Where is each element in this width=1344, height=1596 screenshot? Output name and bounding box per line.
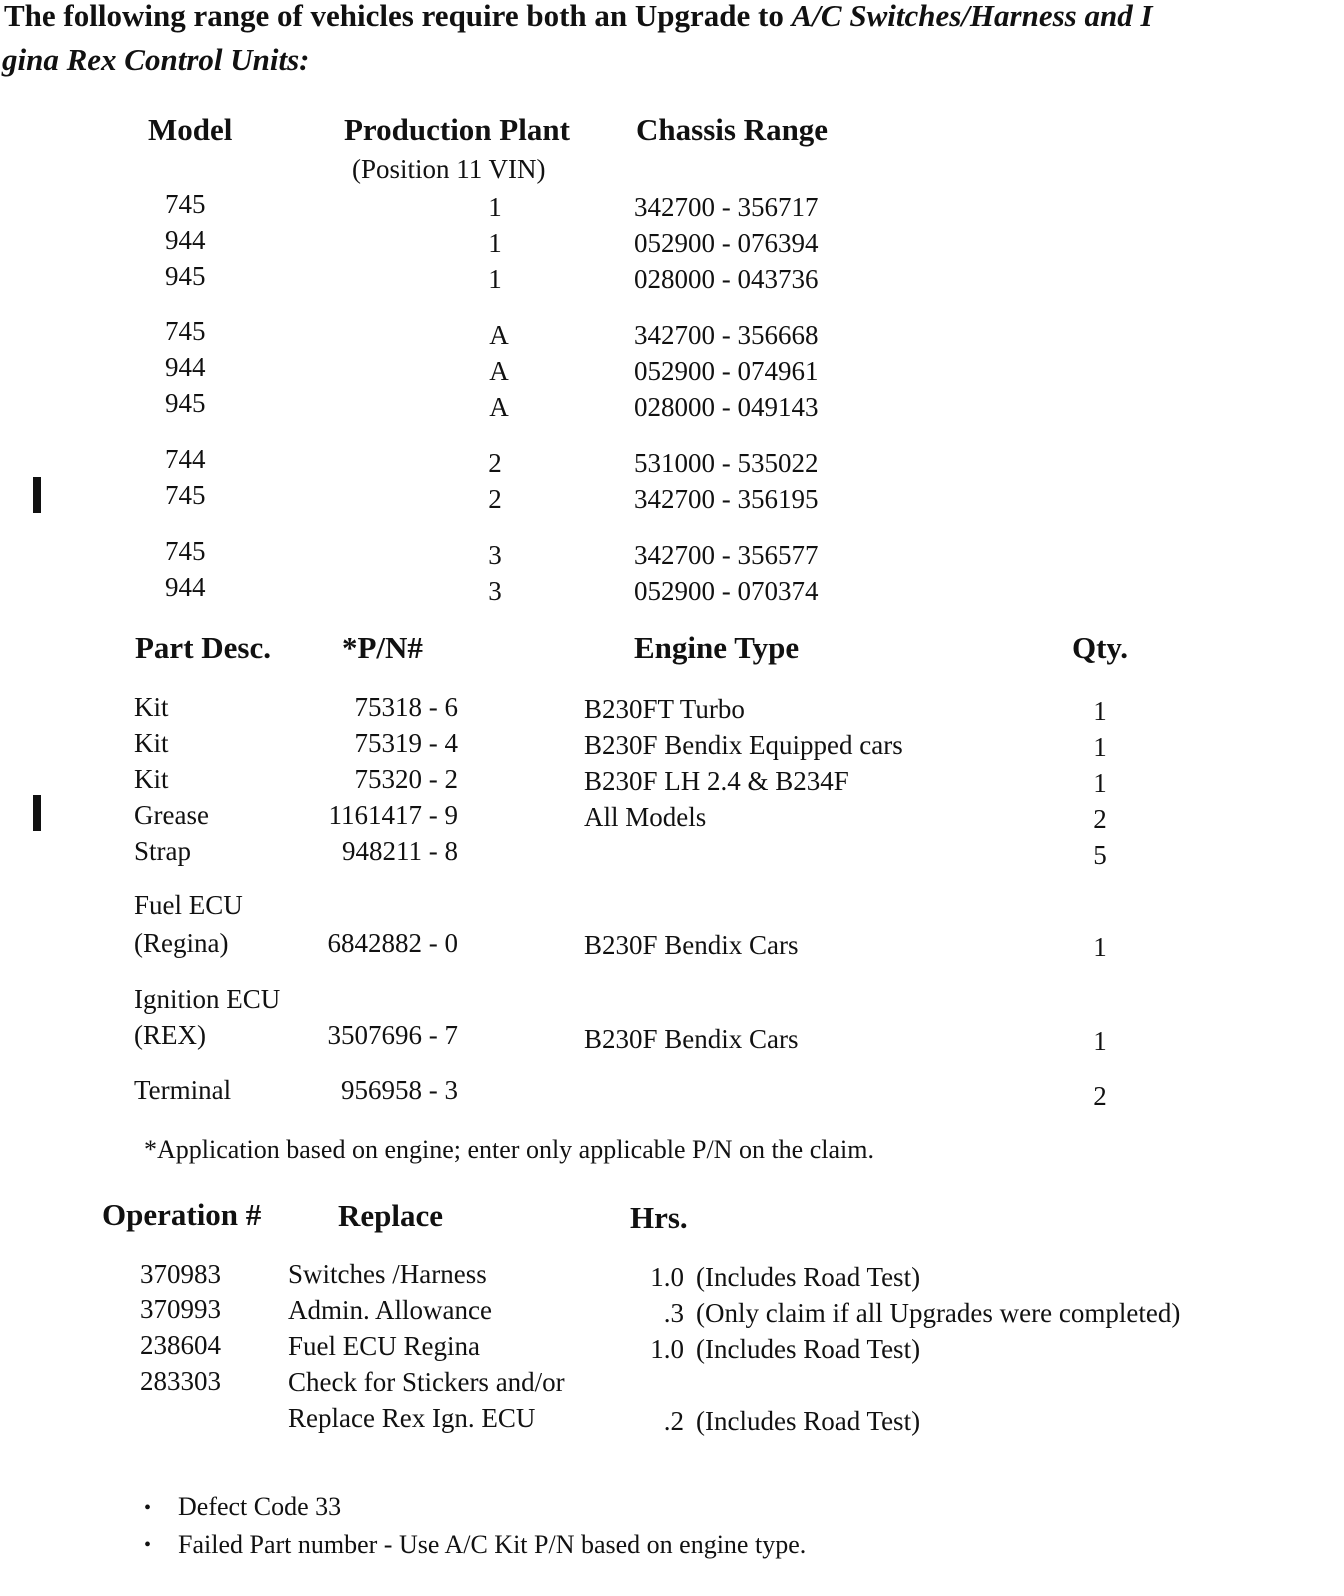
header-production-plant: Production Plant: [344, 112, 570, 147]
part-number-cell: 956958 - 3: [341, 1075, 458, 1105]
header-engine-type: Engine Type: [634, 630, 800, 665]
chassis-cell: 342700 - 356577: [634, 540, 819, 570]
model-cell: 745: [165, 316, 206, 346]
chassis-cell: 052900 - 070374: [634, 576, 819, 606]
part-desc-cell: Terminal: [134, 1075, 232, 1105]
part-number-cell: 6842882 - 0: [327, 928, 458, 958]
hours-note-cell: (Includes Road Test): [696, 1406, 921, 1436]
qty-cell: 1: [1093, 768, 1107, 798]
bullet-icon: •: [144, 1534, 152, 1556]
change-bar: [33, 795, 41, 831]
plant-cell: 1: [488, 192, 502, 222]
plant-cell: A: [489, 320, 509, 350]
part-desc-cell: Fuel ECU: [134, 890, 243, 920]
intro-text-b: A/C Switches/Harness and I: [791, 0, 1153, 33]
intro-text-a: The following range of vehicles require both an Upgrade to: [4, 0, 792, 33]
header-chassis-range: Chassis Range: [636, 112, 829, 147]
hours-cell: .2: [663, 1406, 684, 1436]
model-cell: 945: [165, 261, 206, 291]
model-cell: 944: [165, 572, 206, 602]
part-desc-cell: Strap: [134, 836, 191, 866]
header-model: Model: [148, 112, 233, 147]
model-cell: 745: [165, 189, 206, 219]
intro-line2: gina Rex Control Units:: [2, 42, 310, 77]
engine-type-cell: All Models: [584, 802, 707, 832]
header-pn: *P/N#: [342, 630, 423, 665]
change-bar: [33, 477, 41, 513]
model-cell: 744: [165, 444, 206, 474]
chassis-cell: 028000 - 049143: [634, 392, 819, 422]
part-desc-cell: Ignition ECU: [134, 984, 281, 1014]
qty-cell: 1: [1093, 1026, 1107, 1056]
replace-cell: Fuel ECU Regina: [288, 1331, 480, 1361]
operation-number-cell: 283303: [140, 1366, 221, 1396]
hours-note-cell: (Includes Road Test): [696, 1262, 921, 1292]
replace-cell: Check for Stickers and/or: [288, 1367, 565, 1397]
chassis-cell: 028000 - 043736: [634, 264, 819, 294]
header-hrs: Hrs.: [630, 1200, 688, 1235]
replace-subcell: Replace Rex Ign. ECU: [288, 1403, 536, 1433]
engine-type-cell: B230FT Turbo: [584, 694, 745, 724]
chassis-cell: 531000 - 535022: [634, 448, 819, 478]
qty-cell: 1: [1093, 932, 1107, 962]
hours-note-cell: (Includes Road Test): [696, 1334, 921, 1364]
engine-type-cell: B230F LH 2.4 & B234F: [584, 766, 849, 796]
qty-cell: 2: [1093, 1081, 1107, 1111]
part-desc-cell: Kit: [134, 728, 169, 758]
model-cell: 944: [165, 225, 206, 255]
plant-cell: 1: [488, 228, 502, 258]
header-plant-subtitle: (Position 11 VIN): [352, 154, 546, 184]
plant-cell: 1: [488, 264, 502, 294]
part-number-cell: 75318 - 6: [354, 692, 458, 722]
model-cell: 745: [165, 536, 206, 566]
chassis-cell: 342700 - 356195: [634, 484, 819, 514]
model-cell: 745: [165, 480, 206, 510]
engine-type-cell: B230F Bendix Cars: [584, 1024, 799, 1054]
qty-cell: 2: [1093, 804, 1107, 834]
part-number-cell: 75320 - 2: [354, 764, 458, 794]
chassis-cell: 342700 - 356717: [634, 192, 819, 222]
plant-cell: A: [489, 356, 509, 386]
part-number-cell: 948211 - 8: [342, 836, 458, 866]
header-replace: Replace: [338, 1198, 444, 1233]
part-desc-subcell: (Regina): [134, 928, 229, 958]
operation-number-cell: 238604: [140, 1330, 221, 1360]
bullet-text: Failed Part number - Use A/C Kit P/N based on engine type.: [178, 1530, 807, 1559]
intro-heading: [4, 0, 1153, 34]
part-desc-cell: Kit: [134, 692, 169, 722]
qty-cell: 1: [1093, 732, 1107, 762]
hours-cell: 1.0: [650, 1334, 684, 1364]
chassis-cell: 342700 - 356668: [634, 320, 819, 350]
plant-cell: 3: [488, 576, 502, 606]
operation-number-cell: 370983: [140, 1259, 221, 1289]
bullet-icon: •: [144, 1497, 152, 1519]
header-qty: Qty.: [1072, 630, 1128, 665]
header-operation: Operation #: [102, 1197, 262, 1232]
engine-type-cell: B230F Bendix Equipped cars: [584, 730, 903, 760]
qty-cell: 1: [1093, 696, 1107, 726]
plant-cell: 2: [488, 448, 502, 478]
hours-cell: .3: [663, 1298, 684, 1328]
part-number-cell: 3507696 - 7: [327, 1020, 458, 1050]
qty-cell: 5: [1093, 840, 1107, 870]
chassis-cell: 052900 - 074961: [634, 356, 819, 386]
model-cell: 945: [165, 388, 206, 418]
replace-cell: Switches /Harness: [288, 1259, 487, 1289]
operation-number-cell: 370993: [140, 1294, 221, 1324]
plant-cell: 2: [488, 484, 502, 514]
part-desc-subcell: (REX): [134, 1020, 206, 1050]
plant-cell: A: [489, 392, 509, 422]
engine-type-cell: B230F Bendix Cars: [584, 930, 799, 960]
chassis-cell: 052900 - 076394: [634, 228, 819, 258]
parts-footnote: *Application based on engine; enter only applicable P/N on the claim.: [144, 1135, 874, 1164]
part-desc-cell: Kit: [134, 764, 169, 794]
hours-note-cell: (Only claim if all Upgrades were completed): [696, 1298, 1181, 1328]
replace-cell: Admin. Allowance: [288, 1295, 492, 1325]
model-cell: 944: [165, 352, 206, 382]
part-number-cell: 1161417 - 9: [328, 800, 458, 830]
part-desc-cell: Grease: [134, 800, 209, 830]
plant-cell: 3: [488, 540, 502, 570]
header-part-desc: Part Desc.: [135, 630, 271, 665]
hours-cell: 1.0: [650, 1262, 684, 1292]
bullet-text: Defect Code 33: [178, 1492, 342, 1521]
part-number-cell: 75319 - 4: [354, 728, 458, 758]
